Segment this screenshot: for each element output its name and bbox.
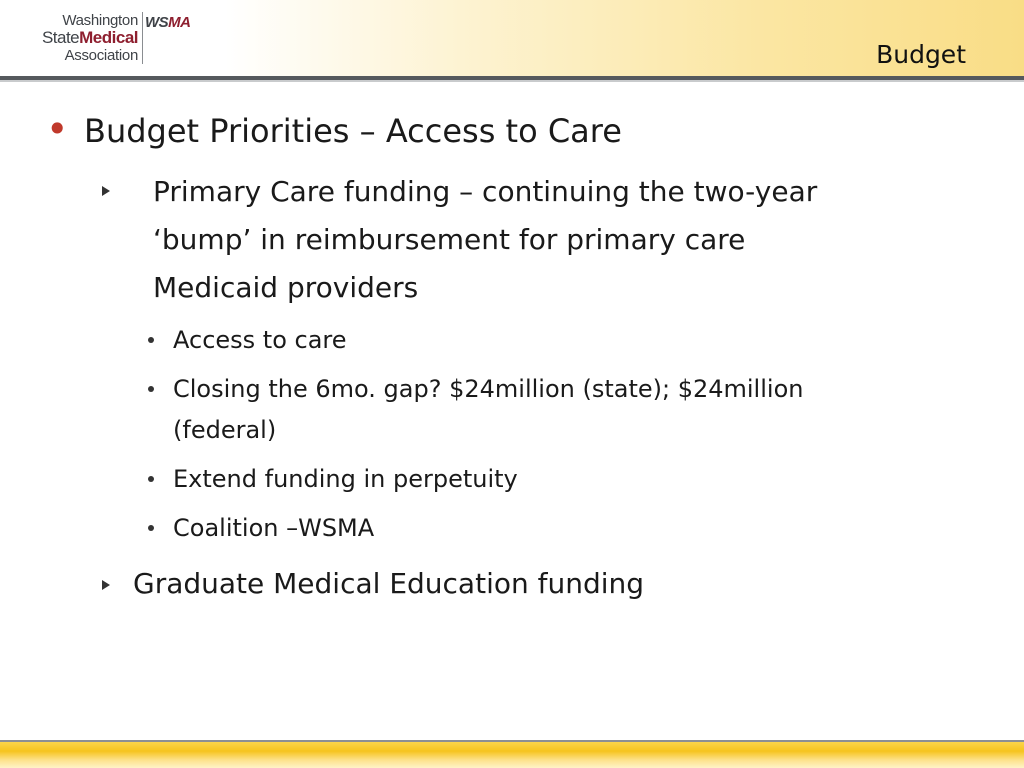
slide-title: Budget [876,40,966,69]
triangle-bullet-icon [102,186,110,196]
bullet-dot-icon: • [46,107,69,151]
logo-line-washington: Washington [62,12,138,29]
bullet-budget-priorities: Budget Priorities – Access to Care [84,112,622,150]
footer-band [0,742,1024,768]
bullet-closing-gap-line2: (federal) [173,416,277,444]
bullet-small-dot-icon [148,337,154,343]
bullet-primary-care-line2: ‘bump’ in reimbursement for primary care [153,223,746,256]
bullet-extend-funding: Extend funding in perpetuity [173,465,518,493]
bullet-gme-funding: Graduate Medical Education funding [133,567,645,600]
bullet-small-dot-icon [148,476,154,482]
bullet-access-to-care: Access to care [173,326,347,354]
bullet-coalition: Coalition –WSMA [173,514,375,542]
logo-medical: Medical [79,28,138,47]
logo-mark-ws: WS [145,14,169,31]
bullet-small-dot-icon [148,386,154,392]
bullet-primary-care-line3: Medicaid providers [153,271,419,304]
triangle-bullet-icon [102,580,110,590]
bullet-closing-gap-line1: Closing the 6mo. gap? $24million (state); $24million [173,375,804,403]
logo-state: State [41,28,80,47]
bullet-small-dot-icon [148,525,154,531]
bullet-primary-care-line1: Primary Care funding – continuing the two-year [153,175,818,208]
logo-mark-ma: MA [168,14,191,31]
logo-line-association: Association [64,47,138,64]
